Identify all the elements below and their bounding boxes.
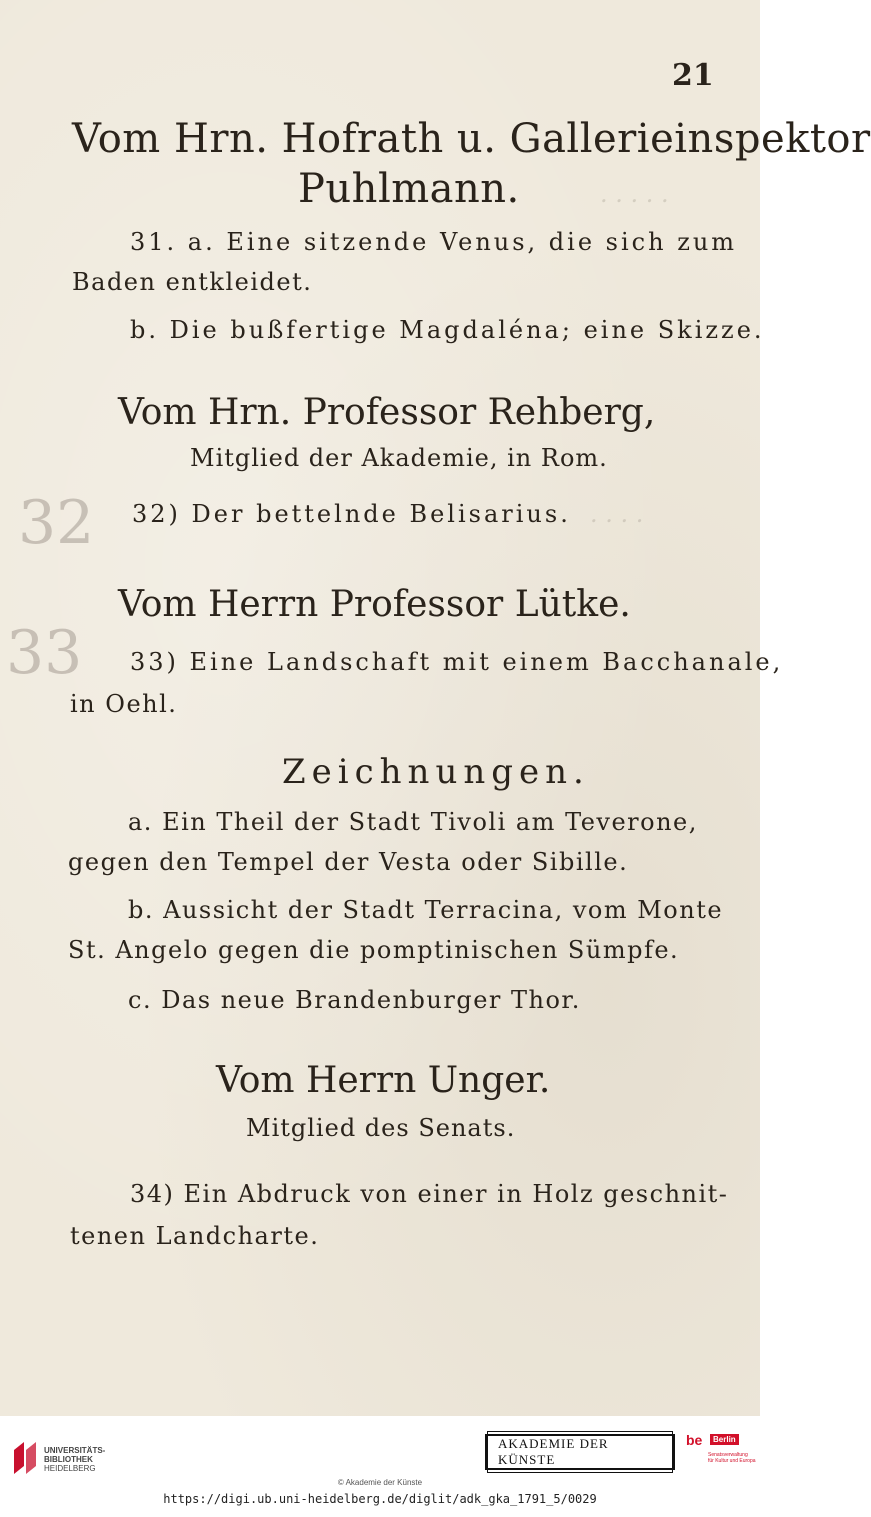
section-subheading-unger: Mitglied des Senats. (246, 1114, 516, 1142)
akademie-der-kuenste-logo[interactable] (485, 1434, 675, 1470)
entry-34-line2: tenen Landcharte. (70, 1222, 320, 1250)
berlin-subtext-line: für Kultur und Europa (708, 1458, 756, 1464)
section-subheading-rehberg: Mitglied der Akademie, in Rom. (190, 444, 608, 472)
drawing-a-line1: a. Ein Theil der Stadt Tivoli am Teverone, (128, 808, 698, 836)
margin-annotation-mark: 32 (18, 488, 95, 558)
bleed-through-text: . . . . (590, 500, 644, 528)
ub-logo-line: UNIVERSITÄTS- (44, 1446, 106, 1455)
ub-logo-text (44, 1446, 105, 1473)
entry-34-line1: 34) Ein Abdruck von einer in Holz geschnit- (130, 1180, 729, 1208)
berlin-tag: Berlin (710, 1434, 739, 1445)
ub-logo-line: HEIDELBERG (44, 1464, 96, 1473)
ub-emblem-icon (10, 1440, 40, 1476)
berlin-subtext-line: Senatsverwaltung (708, 1452, 748, 1458)
section-heading-puhlmann-line2: Puhlmann. (298, 166, 520, 212)
drawing-a-line2: gegen den Tempel der Vesta oder Sibille. (68, 848, 629, 876)
copyright-notice: © Akademie der Künste (337, 1478, 423, 1487)
berlin-subtext (708, 1452, 756, 1464)
drawing-b-line2: St. Angelo gegen die pomptinischen Sümpfe. (68, 936, 680, 964)
section-heading-rehberg: Vom Hrn. Professor Rehberg, (118, 392, 656, 433)
section-heading-puhlmann-line1: Vom Hrn. Hofrath u. Gallerieinspektor (72, 116, 871, 162)
drawings-heading: Zeichnungen. (282, 752, 590, 792)
drawing-c: c. Das neue Brandenburger Thor. (128, 986, 581, 1014)
entry-31a-line2: Baden entkleidet. (72, 268, 313, 296)
berlin-be-mark: be (686, 1432, 703, 1448)
ub-logo-line: BIBLIOTHEK (44, 1455, 93, 1464)
entry-31a-line1: 31. a. Eine sitzende Venus, die sich zum (130, 228, 738, 256)
entry-33-line1: 33) Eine Landschaft mit einem Bacchanale, (130, 648, 784, 676)
university-library-logo[interactable] (10, 1430, 105, 1482)
section-heading-luetke: Vom Herrn Professor Lütke. (118, 584, 631, 625)
permalink-url[interactable]: https://digi.ub.uni-heidelberg.de/diglit/adk_gka_1791_5/0029 (163, 1492, 597, 1506)
adk-logo-label: AKADEMIE DER KÜNSTE (487, 1431, 673, 1473)
entry-31b: b. Die bußfertige Magdaléna; eine Skizze. (130, 316, 765, 344)
section-heading-unger: Vom Herrn Unger. (216, 1060, 551, 1101)
bleed-through-text: . . . . . (600, 180, 669, 208)
page-number: 21 (672, 58, 714, 93)
berlin-senate-logo[interactable] (686, 1430, 756, 1476)
footer-bar (0, 1416, 760, 1517)
entry-32: 32) Der bettelnde Belisarius. (132, 500, 571, 528)
drawing-b-line1: b. Aussicht der Stadt Terracina, vom Monte (128, 896, 724, 924)
margin-annotation-mark: 33 (6, 618, 83, 688)
entry-33-line2: in Oehl. (70, 690, 178, 718)
